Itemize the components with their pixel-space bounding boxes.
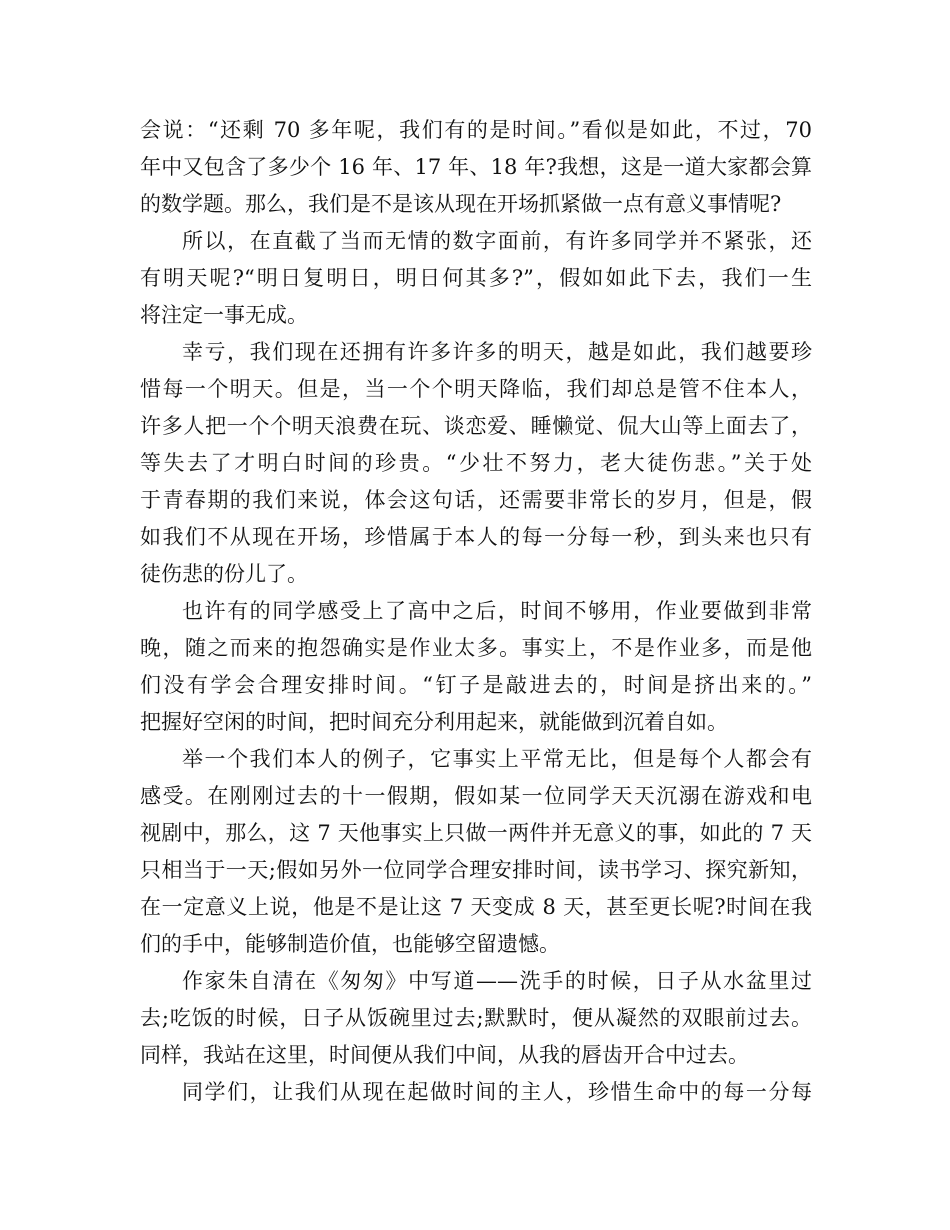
document-body [140,112,812,1111]
text-line: 在一定意义上说，他是不是让这 7 天变成 8 天，甚至更长呢?时间在我 [140,895,812,919]
text-line: 们没有学会合理安排时间。“钉子是敲进去的，时间是挤出来的。” [140,673,812,697]
text-line: 感受。在刚刚过去的十一假期，假如某一位同学天天沉溺在游戏和电 [140,784,812,808]
text-line: 惜每一个明天。但是，当一个个明天降临，我们却总是管不住本人， [140,377,812,401]
text-line: 会说：“还剩 70 多年呢，我们有的是时间。”看似是如此，不过，70 [140,118,812,142]
text-line: 作家朱自清在《匆匆》中写道——洗手的时候，日子从水盆里过 [182,969,812,993]
text-line: 晚，随之而来的抱怨确实是作业太多。事实上，不是作业多，而是他 [140,636,812,660]
text-line: 许多人把一个个明天浪费在玩、谈恋爱、睡懒觉、侃大山等上面去了， [140,414,812,438]
text-line: 等失去了才明白时间的珍贵。“少壮不努力，老大徒伤悲。”关于处 [140,451,812,475]
text-line: 同学们，让我们从现在起做时间的主人，珍惜生命中的每一分每 [182,1080,812,1104]
text-line: 举一个我们本人的例子，它事实上平常无比，但是每个人都会有 [182,747,812,771]
text-line: 幸亏，我们现在还拥有许多许多的明天，越是如此，我们越要珍 [182,340,812,364]
text-line: 们的手中，能够制造价值，也能够空留遗憾。 [140,932,560,956]
text-line: 也许有的同学感受上了高中之后，时间不够用，作业要做到非常 [182,599,812,623]
text-line: 去;吃饭的时候，日子从饭碗里过去;默默时，便从凝然的双眼前过去。 [140,1006,812,1030]
text-line: 把握好空闲的时间，把时间充分利用起来，就能做到沉着自如。 [140,710,728,734]
text-line: 的数学题。那么，我们是不是该从现在开场抓紧做一点有意义事情呢? [140,192,782,216]
text-line: 视剧中，那么，这 7 天他事实上只做一两件并无意义的事，如此的 7 天 [140,821,812,845]
text-line: 有明天呢?“明日复明日，明日何其多?”，假如如此下去，我们一生 [140,266,812,290]
text-line: 所以，在直截了当而无情的数字面前，有许多同学并不紧张，还 [182,229,812,253]
text-line: 年中又包含了多少个 16 年、17 年、18 年?我想，这是一道大家都会算 [140,155,812,179]
text-line: 于青春期的我们来说，体会这句话，还需要非常长的岁月，但是，假 [140,488,812,512]
text-line: 只相当于一天;假如另外一位同学合理安排时间，读书学习、探究新知， [140,858,812,882]
text-line: 如我们不从现在开场，珍惜属于本人的每一分每一秒，到头来也只有 [140,525,812,549]
text-line: 将注定一事无成。 [140,303,308,327]
text-line: 徒伤悲的份儿了。 [140,562,308,586]
text-line: 同样，我站在这里，时间便从我们中间，从我的唇齿开合中过去。 [140,1043,749,1067]
